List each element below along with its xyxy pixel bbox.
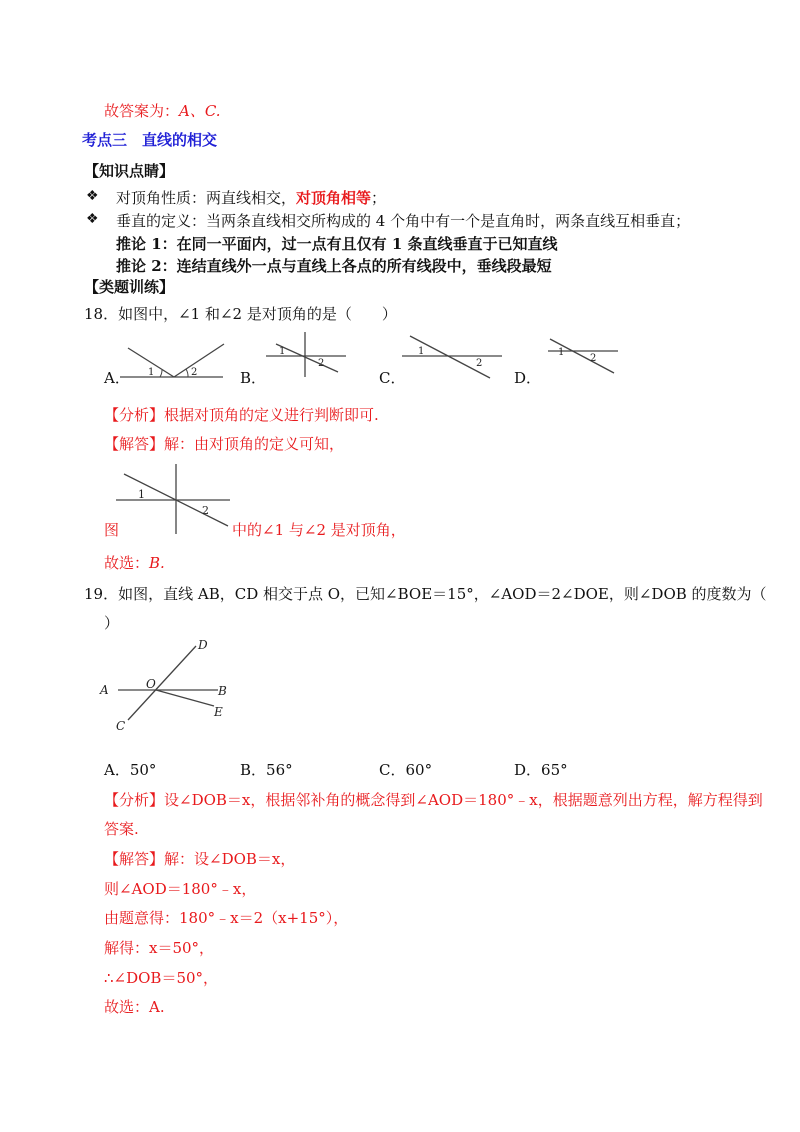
q18-choice-prefix: 故选： — [104, 554, 150, 572]
q18-option-c: C． — [379, 369, 406, 387]
q19-solution-line-1: 【解答】解：设∠DOB＝x， — [104, 850, 296, 868]
angle-2-label: 2 — [191, 367, 198, 378]
q19-solution-line-2: 则∠AOD＝180°﹣x， — [104, 880, 257, 898]
q18-figure-c — [400, 332, 510, 382]
point-o-label: O — [146, 677, 156, 691]
q19-solution-line-4: 解得：x＝50°， — [104, 939, 215, 957]
q18-solution-intro: 【解答】解：由对顶角的定义可知， — [104, 435, 345, 453]
bullet-icon: ❖ — [86, 188, 99, 204]
angle-2-label: 2 — [476, 358, 483, 369]
knowledge-bullet-2: 垂直的定义：当两条直线相交所构成的 4 个角中有一个是直角时，两条直线互相垂直； — [116, 212, 691, 230]
q18-stem: 18．如图中，∠1 和∠2 是对顶角的是（ ） — [84, 305, 397, 323]
q19-solution-line-3: 由题意得：180°﹣x＝2（x+15°）， — [104, 909, 349, 927]
q18-figure-d — [544, 335, 624, 380]
angle-1-label: 1 — [148, 367, 155, 378]
angle-1-label: 1 — [418, 346, 425, 357]
previous-answer — [104, 100, 221, 121]
practice-header: 【类题训练】 — [84, 278, 175, 296]
q18-figure-word: 图 — [104, 521, 120, 539]
bullet-1-suffix: ； — [371, 189, 387, 207]
q18-figure-a — [118, 340, 228, 380]
corollary-2: 推论 2：连结直线外一点与直线上各点的所有线段中，垂线段最短 — [116, 257, 552, 275]
q18-analysis: 【分析】根据对顶角的定义进行判断即可. — [104, 406, 379, 424]
q18-solution-figure — [114, 462, 234, 537]
q19-solution-line-5: ∴∠DOB＝50°， — [104, 969, 219, 987]
q18-figure-b — [264, 330, 354, 380]
q19-solution-line-6: 故选：A. — [104, 998, 165, 1016]
q19-option-b: B．56° — [240, 761, 293, 779]
angle-2-label: 2 — [202, 504, 209, 517]
point-d-label: D — [198, 638, 208, 652]
previous-answer-prefix: 故答案为： — [104, 102, 180, 120]
q18-figure-conclusion: 中的∠1 与∠2 是对顶角， — [232, 521, 406, 539]
q19-option-c: C．60° — [379, 761, 433, 779]
bullet-1-prefix: 对顶角性质：两直线相交， — [116, 189, 297, 207]
angle-1-label: 1 — [558, 347, 565, 358]
q19-figure — [100, 636, 250, 736]
q19-stem: 19．如图，直线 AB，CD 相交于点 O，已知∠BOE＝15°，∠AOD＝2∠DOE，则∠DOB 的度数为（ — [84, 585, 767, 603]
knowledge-header: 【知识点睛】 — [84, 162, 175, 180]
q18-option-d: D． — [514, 369, 542, 387]
q19-option-d: D．65° — [514, 761, 568, 779]
q18-option-a: A． — [104, 369, 130, 387]
point-a-label: A — [100, 683, 109, 697]
bullet-icon: ❖ — [86, 211, 99, 227]
knowledge-bullet-1 — [116, 187, 386, 208]
angle-2-label: 2 — [590, 353, 597, 364]
section-title: 考点三 直线的相交 — [82, 131, 218, 149]
q19-analysis-line-1: 【分析】设∠DOB＝x，根据邻补角的概念得到∠AOD＝180°﹣x，根据题意列出方程，解方程得到 — [104, 791, 763, 809]
q19-stem-continuation: ） — [104, 614, 120, 632]
bullet-1-emphasis: 对顶角相等 — [296, 189, 372, 207]
angle-2-label: 2 — [318, 358, 325, 369]
q18-choice — [104, 552, 165, 573]
angle-1-label: 1 — [279, 346, 286, 357]
point-c-label: C — [116, 719, 126, 733]
point-e-label: E — [214, 705, 223, 719]
point-b-label: B — [218, 684, 227, 698]
q18-choice-value: B. — [149, 554, 165, 572]
angle-1-label: 1 — [138, 488, 145, 501]
q18-option-b: B． — [240, 369, 267, 387]
corollary-1: 推论 1：在同一平面内，过一点有且仅有 1 条直线垂直于已知直线 — [116, 235, 558, 253]
previous-answer-value: A、C. — [179, 102, 221, 120]
q19-analysis-line-2: 答案. — [104, 820, 139, 838]
q19-option-a: A．50° — [104, 761, 157, 779]
